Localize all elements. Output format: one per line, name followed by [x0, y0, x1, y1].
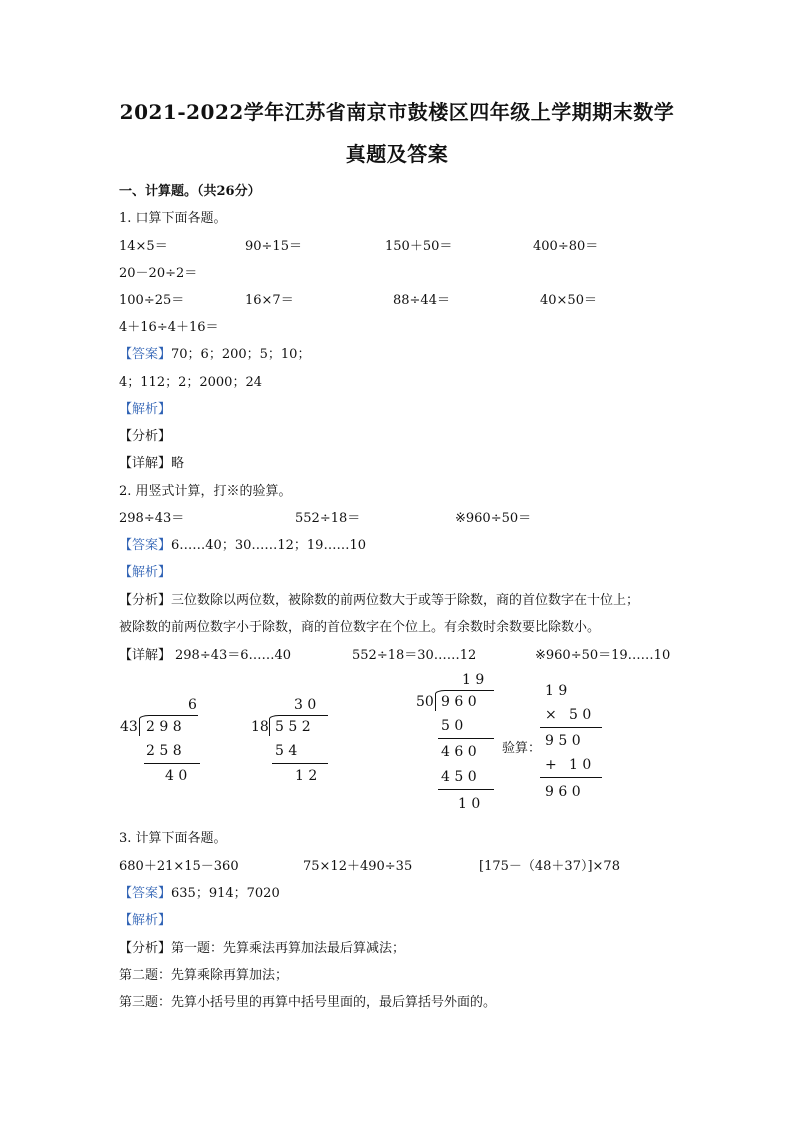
remainder: 4 0 [165, 768, 188, 784]
q1-item: 400÷80＝ [533, 239, 599, 254]
document-title-line1: 2021-2022学年江苏省南京市鼓楼区四年级上学期期末数学 [119, 100, 675, 124]
product: 9 5 0 [545, 733, 581, 749]
multiply-sign: × [545, 707, 557, 723]
fenxi-text: 第一题：先算乘法再算加法最后算减法； [171, 941, 406, 956]
q2-xiangjie-item: ※960÷50＝19……10 [535, 648, 671, 663]
dividend: 9 6 0 [441, 694, 477, 710]
q1-item: 4＋16÷4＋16＝ [119, 320, 219, 335]
q2-xiangjie-item: 298÷43＝6……40 [175, 648, 292, 663]
q1-item: 150＋50＝ [385, 239, 453, 254]
subtrahend-2: 4 5 0 [441, 769, 477, 785]
divisor: 43 [120, 719, 138, 735]
fenxi-tag: 【分析】 [119, 941, 172, 956]
xiangjie-tag: 【详解】 [119, 456, 172, 471]
check-label: 验算： [502, 741, 542, 756]
subtrahend: 5 4 [275, 743, 298, 759]
q2-fenxi [119, 589, 639, 608]
fenxi-tag: 【分析】 [119, 593, 172, 608]
q1-item: 14×5＝ [119, 239, 168, 254]
answer-tag: 【答案】 [119, 886, 172, 901]
question-3-label: 3. 计算下面各题。 [119, 831, 227, 846]
q1-item: 40×50＝ [540, 293, 597, 308]
xiangjie-text: 略 [171, 456, 185, 471]
answer-tag: 【答案】 [119, 538, 172, 553]
q3-item: 75×12＋490÷35 [303, 859, 413, 874]
answer-text: 6……40；30……12；19……10 [171, 538, 366, 553]
q1-answer-line2: 4；112；2；2000；24 [119, 375, 262, 390]
q3-jiexi: 【解析】 [119, 913, 172, 928]
dividend: 5 5 2 [275, 719, 311, 735]
answer-tag: 【答案】 [119, 347, 172, 362]
answer-text: 70；6；200；5；10； [171, 347, 311, 362]
result: 9 6 0 [545, 784, 581, 800]
divisor: 50 [416, 694, 434, 710]
divisor: 18 [251, 719, 269, 735]
subtrahend: 2 5 8 [146, 743, 182, 759]
addend: 1 0 [569, 757, 592, 773]
q2-item: ※960÷50＝ [455, 511, 532, 526]
q2-xiangjie-item: 552÷18＝30……12 [352, 648, 477, 663]
q1-answer [119, 343, 310, 362]
q2-xiangjie-tag: 【详解】 [119, 648, 172, 663]
quotient: 6 [188, 697, 197, 713]
fenxi-text: 三位数除以两位数，被除数的前两位数大于或等于除数，商的首位数字在十位上； [171, 593, 640, 608]
q1-xiangjie [119, 452, 184, 471]
q1-item: 90÷15＝ [245, 239, 302, 254]
intermediate: 4 6 0 [441, 744, 477, 760]
q2-answer [119, 534, 366, 553]
q3-item: 680＋21×15－360 [119, 859, 239, 874]
q1-item: 100÷25＝ [119, 293, 185, 308]
quotient: 3 0 [294, 697, 317, 713]
dividend: 2 9 8 [146, 719, 182, 735]
q2-fenxi-line2: 被除数的前两位数字小于除数，商的首位数字在个位上。有余数时余数要比除数小。 [119, 620, 601, 635]
subtrahend-1: 5 0 [441, 718, 464, 734]
q3-line3: 第三题：先算小括号里的再算中括号里面的，最后算括号外面的。 [119, 995, 497, 1010]
section-heading: 一、计算题。（共26分） [119, 184, 261, 199]
q2-jiexi: 【解析】 [119, 565, 172, 580]
q3-fenxi [119, 937, 405, 956]
q2-item: 298÷43＝ [119, 511, 185, 526]
q2-item: 552÷18＝ [295, 511, 361, 526]
q3-line2: 第二题：先算乘除再算加法； [119, 968, 289, 983]
q1-jiexi: 【解析】 [119, 402, 172, 417]
q3-item: [175－（48＋37）]×78 [479, 859, 620, 874]
question-1-label: 1. 口算下面各题。 [119, 211, 227, 226]
document-title-line2: 真题及答案 [345, 142, 449, 166]
q1-item: 88÷44＝ [393, 293, 450, 308]
remainder: 1 2 [295, 768, 318, 784]
q3-answer [119, 882, 280, 901]
q1-fenxi: 【分析】 [119, 429, 172, 444]
remainder: 1 0 [458, 796, 481, 812]
q1-item: 20－20÷2＝ [119, 266, 198, 281]
factor-b: 5 0 [569, 707, 592, 723]
quotient: 1 9 [462, 672, 485, 688]
plus-sign: + [545, 757, 557, 773]
question-2-label: 2. 用竖式计算，打※的验算。 [119, 484, 292, 499]
answer-text: 635；914；7020 [171, 886, 280, 901]
q1-item: 16×7＝ [245, 293, 294, 308]
factor-a: 1 9 [545, 683, 568, 699]
